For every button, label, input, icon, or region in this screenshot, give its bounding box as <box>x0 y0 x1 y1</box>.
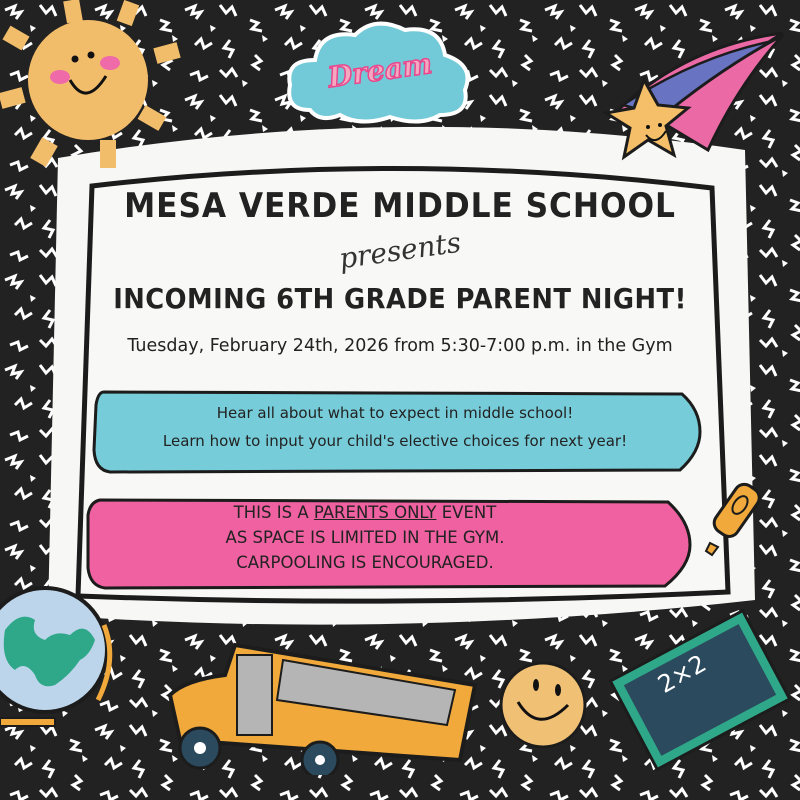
smiley-icon <box>498 660 588 750</box>
highlighter-icon <box>700 475 775 560</box>
presents-script: presents <box>337 225 463 276</box>
info-box-text <box>95 399 695 455</box>
sun-icon <box>0 0 190 180</box>
globe-icon <box>0 580 120 730</box>
info-line: Learn how to input your child's elective choices for next year! <box>162 432 628 450</box>
notice-box-text <box>95 500 635 575</box>
parents-only-emphasis: PARENTS ONLY <box>313 503 437 522</box>
notice-line-1 <box>95 500 635 525</box>
chalkboard-icon <box>605 605 795 775</box>
info-line: Hear all about what to expect in middle school! <box>216 404 574 422</box>
chalkboard-text: 2×2 <box>653 649 711 699</box>
notice-prefix: THIS IS A <box>233 503 314 522</box>
event-title: INCOMING 6TH GRADE PARENT NIGHT! <box>113 282 687 315</box>
notice-line-3: CARPOOLING IS ENCOURAGED. <box>236 553 494 572</box>
event-details: Tuesday, February 24th, 2026 from 5:30-7:00 p.m. in the Gym <box>127 336 673 356</box>
notice-line-2: AS SPACE IS LIMITED IN THE GYM. <box>225 528 505 547</box>
shooting-star-icon <box>598 25 793 170</box>
school-name: MESA VERDE MIDDLE SCHOOL <box>124 186 676 226</box>
notice-suffix: EVENT <box>436 503 497 522</box>
school-bus-icon <box>165 640 485 775</box>
dream-sticker-text: Dream <box>325 46 435 95</box>
